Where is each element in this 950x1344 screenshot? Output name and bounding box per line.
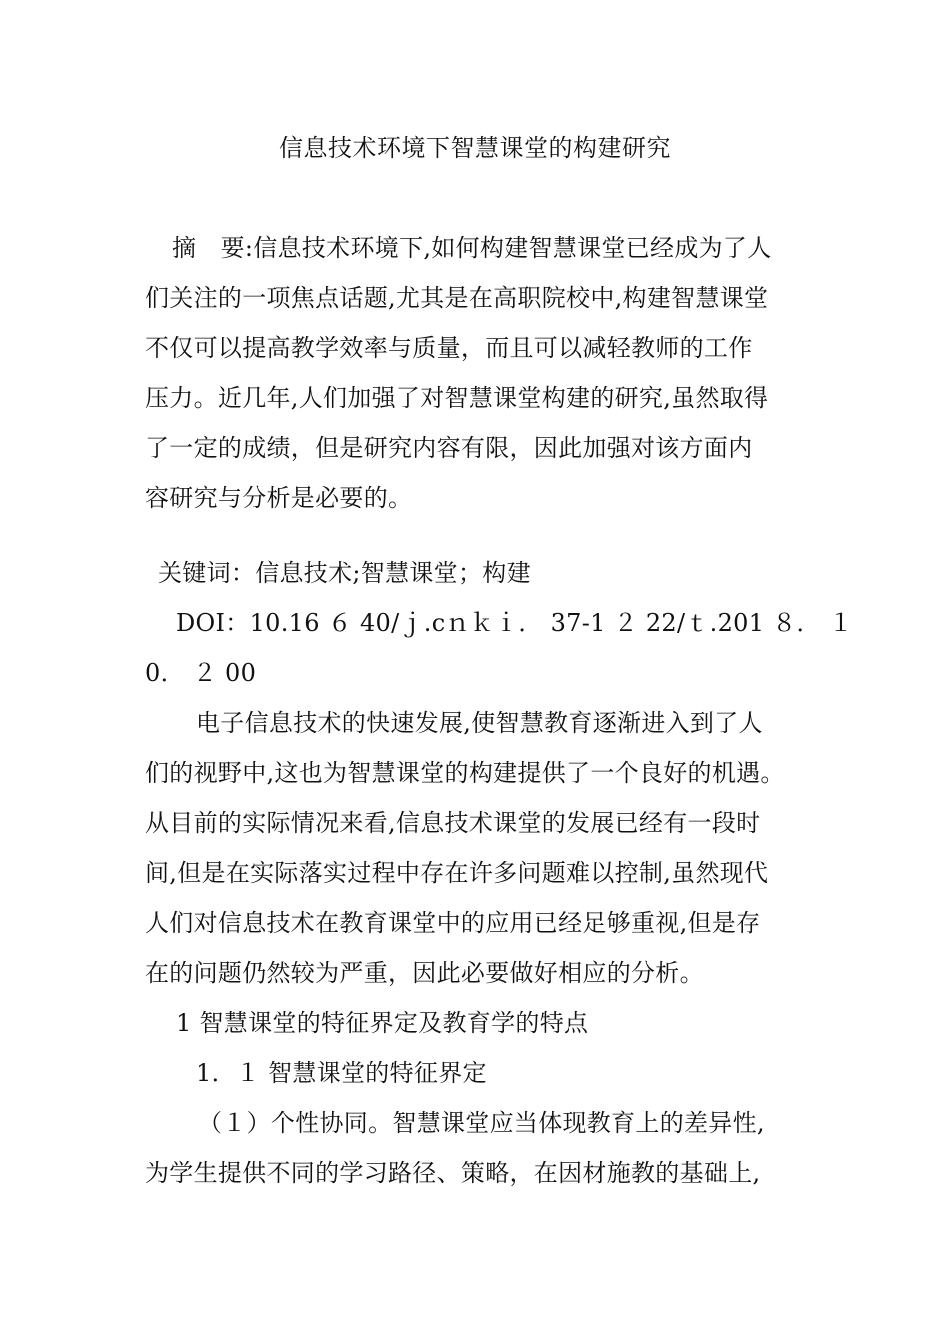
abstract-line: 们关注的一项焦点话题,尤其是在高职院校中,构建智慧课堂 <box>145 284 769 312</box>
intro-line: 从目前的实际情况来看,信息技术课堂的发展已经有一段时 <box>145 809 761 837</box>
intro-line: 们的视野中,这也为智慧课堂的构建提供了一个良好的机遇。 <box>145 759 785 787</box>
intro-line: 在的问题仍然较为严重，因此必要做好相应的分析。 <box>145 959 704 987</box>
intro-line: 电子信息技术的快速发展,使智慧教育逐渐进入到了人 <box>196 709 763 737</box>
intro-line: 间,但是在实际落实过程中存在许多问题难以控制,虽然现代 <box>145 859 769 887</box>
abstract-line: 压力。近几年,人们加强了对智慧课堂构建的研究,虽然取得 <box>145 384 769 412</box>
subsection-heading: 1．１ 智慧课堂的特征界定 <box>196 1059 487 1087</box>
body-line: （１）个性协同。智慧课堂应当体现教育上的差异性, <box>198 1109 765 1137</box>
intro-line: 人们对信息技术在教育课堂中的应用已经足够重视,但是存 <box>145 909 761 937</box>
keywords: 关键词：信息技术;智慧课堂；构建 <box>158 559 531 587</box>
page-title: 信息技术环境下智慧课堂的构建研究 <box>279 134 671 162</box>
abstract-line: 不仅可以提高教学效率与质量，而且可以减轻教师的工作 <box>145 334 753 362</box>
section-heading: 1 智慧课堂的特征界定及教育学的特点 <box>176 1009 589 1037</box>
doi-line: 0． ２ 00 <box>145 659 257 687</box>
abstract-line: 容研究与分析是必要的。 <box>145 484 413 512</box>
body-line: 为学生提供不同的学习路径、策略，在因材施教的基础上, <box>145 1159 761 1187</box>
doi-line: DOI：10.16 ６ 40/ｊ.cｎｋｉ． 37-1 ２ 22/ｔ.201 ８． １ <box>176 609 854 637</box>
abstract-line: 了一定的成绩，但是研究内容有限，因此加强对该方面内 <box>145 434 753 462</box>
abstract-line: 摘 要:信息技术环境下,如何构建智慧课堂已经成为了人 <box>172 234 772 262</box>
